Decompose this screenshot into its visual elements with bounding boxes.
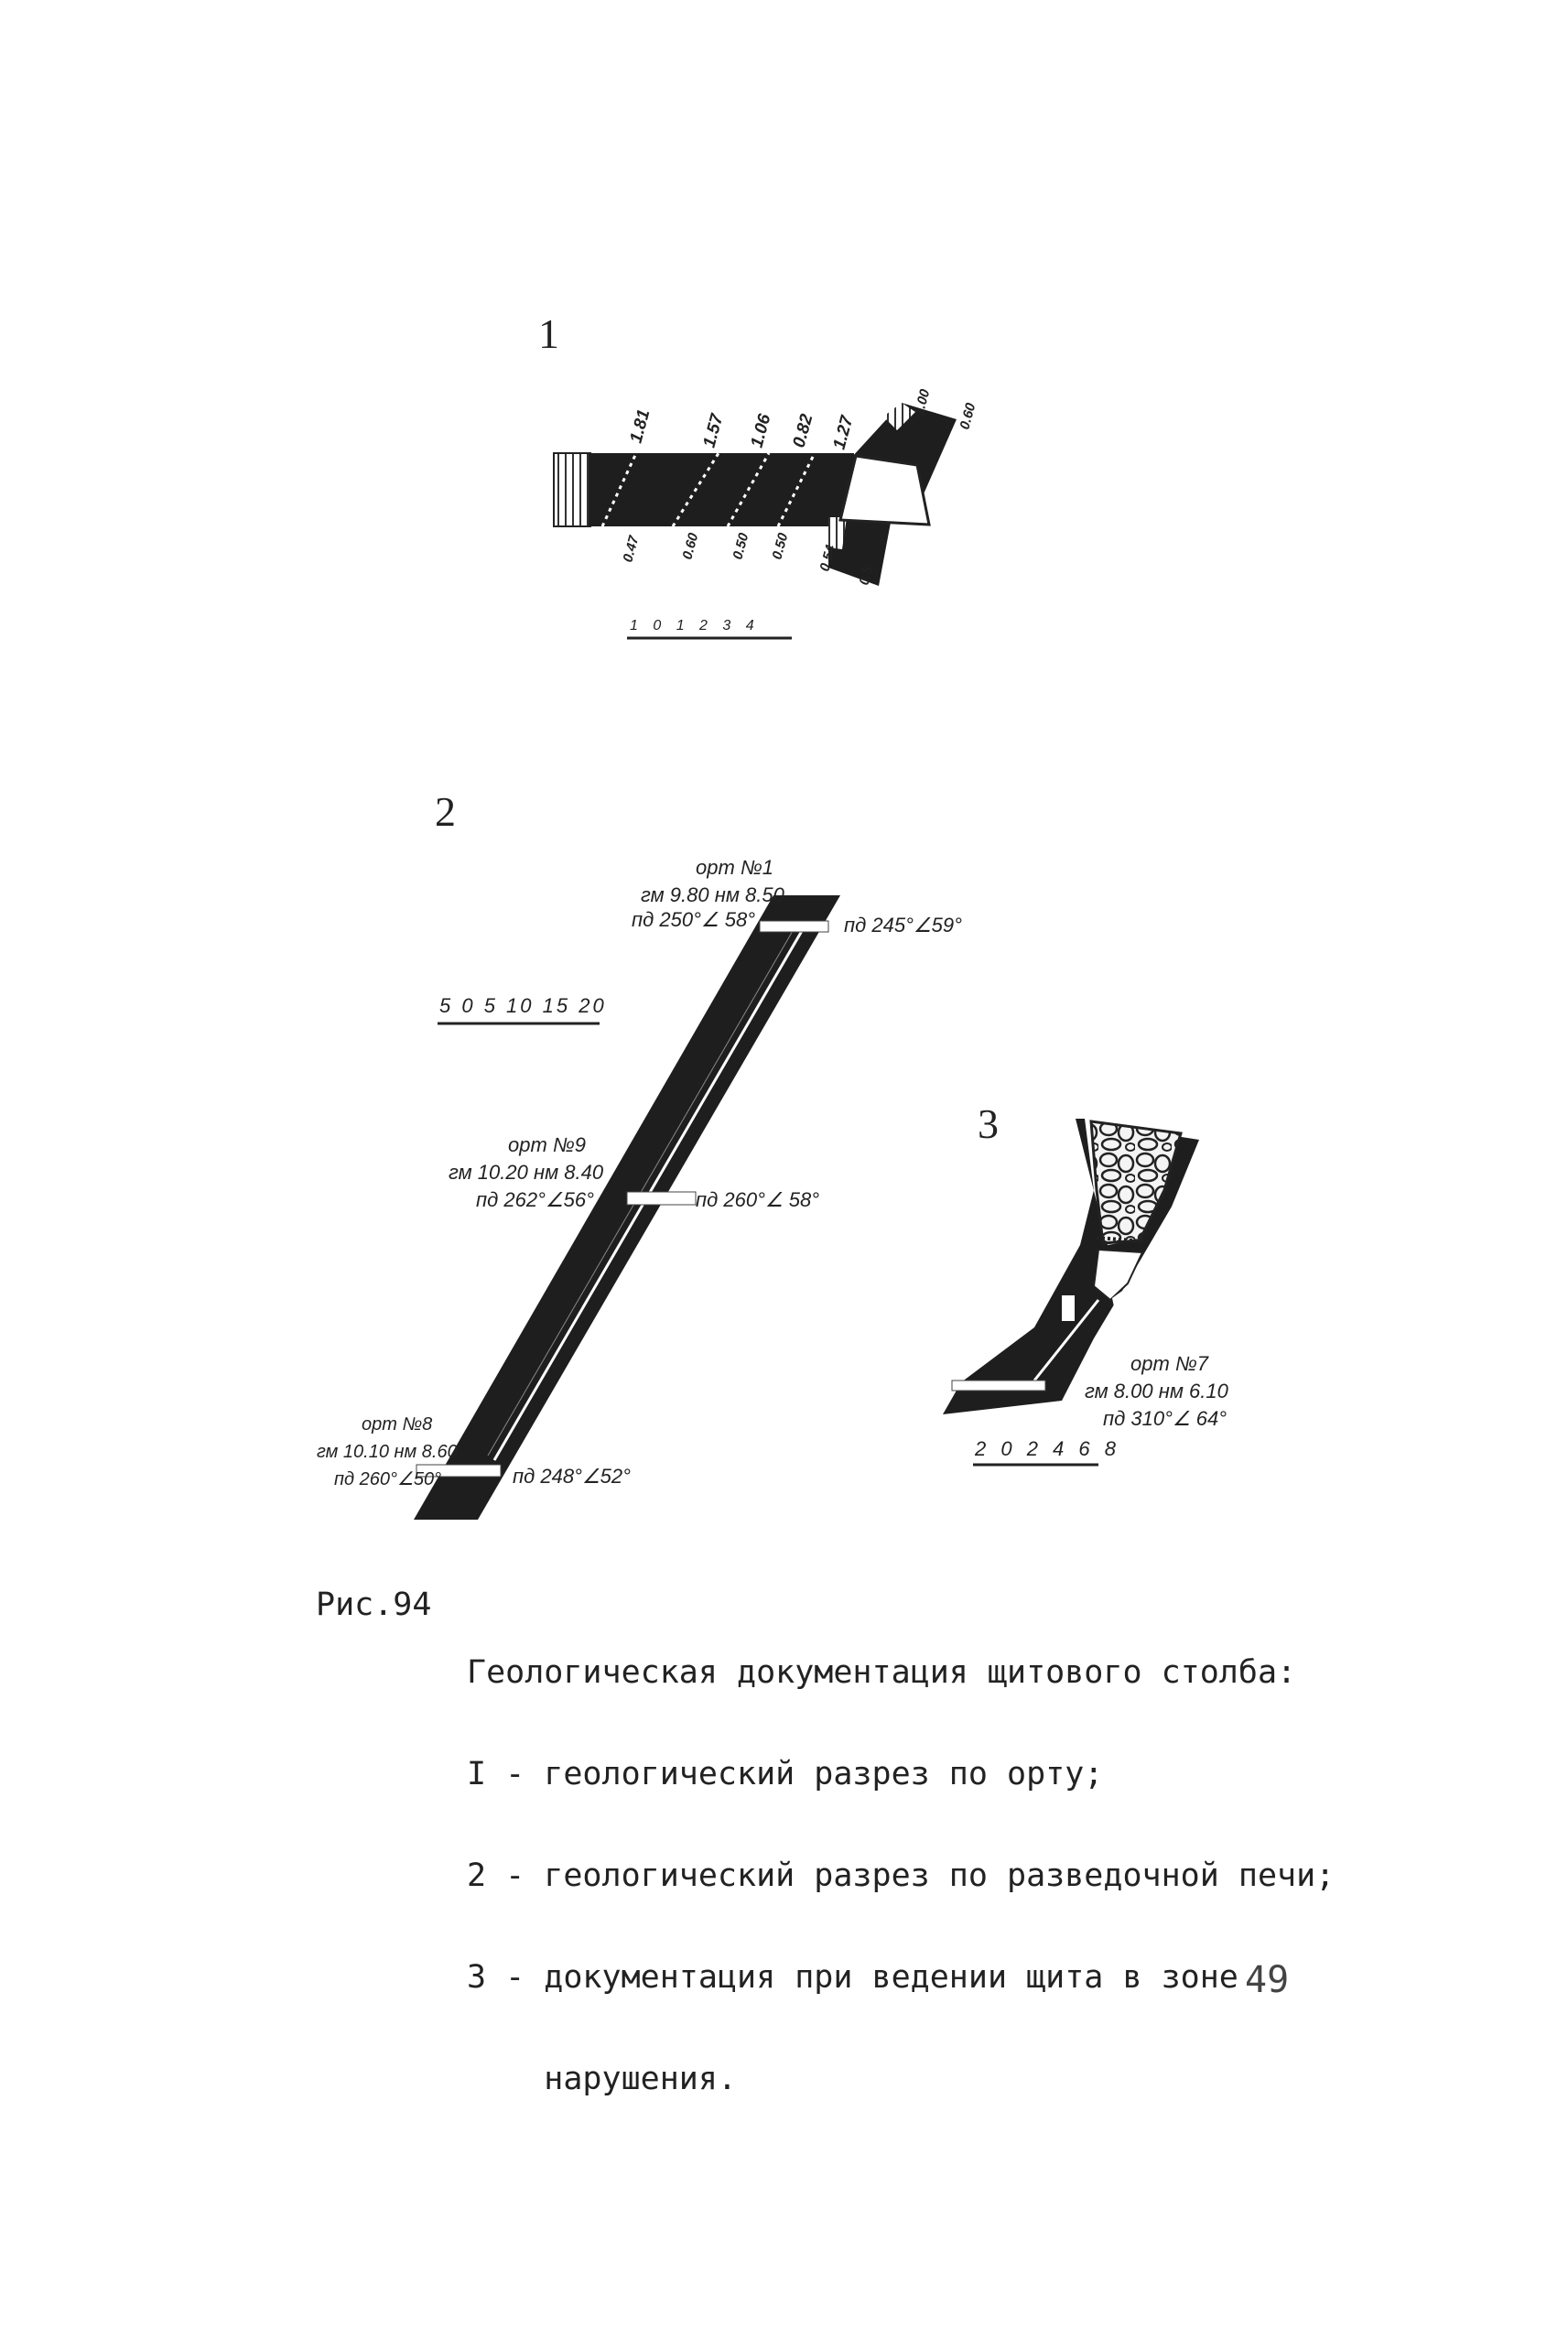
thickness-top-6: 1.00 <box>911 387 934 418</box>
ort-8-right-angle: пд 248°∠52° <box>513 1465 631 1488</box>
thickness-top-5: 1.27 <box>829 414 858 452</box>
page-number: 49 <box>1245 1959 1290 2001</box>
thickness-bottom-4: 0.50 <box>769 531 792 562</box>
ort-9-name: орт №9 <box>508 1133 586 1156</box>
caption-line-4: нарушения. <box>467 2061 738 2097</box>
thickness-bottom-5: 0.54 <box>816 543 839 574</box>
ort-7-angle: пд 310°∠ 64° <box>1103 1407 1227 1430</box>
ort-1-right-angle: пд 245°∠59° <box>844 914 962 937</box>
caption-line-1: I - геологический разрез по орту; <box>467 1756 1104 1792</box>
ort-8-angle: пд 260°∠50° <box>334 1469 442 1489</box>
chamber-outline <box>840 456 929 525</box>
ort-7-name: орт №7 <box>1130 1352 1208 1375</box>
ort-9-marks: гм 10.20 нм 8.40 <box>449 1161 604 1184</box>
ort-1-angle: пд 250°∠ 58° <box>632 908 755 931</box>
ort-section-band <box>589 453 854 526</box>
shield-outline <box>1094 1250 1142 1300</box>
figure-2-number: 2 <box>435 788 456 835</box>
thickness-bottom-3: 0.50 <box>730 531 752 562</box>
ort-1-name: орт №1 <box>696 856 773 879</box>
thickness-top-4: 0.82 <box>789 412 817 450</box>
figure-3 <box>943 1100 1229 1465</box>
ort-1-band <box>760 921 828 932</box>
ort-1-marks: гм 9.80 нм 8.50 <box>641 883 784 906</box>
figure-1-number: 1 <box>538 310 559 357</box>
caption-label: Рис.94 <box>316 1586 432 1623</box>
thickness-top-2: 1.57 <box>699 412 728 450</box>
scale-bar-2-label: 5 0 5 10 15 20 <box>439 994 607 1017</box>
thickness-bottom-2: 0.60 <box>679 531 702 562</box>
scale-bar-3-label: 2 0 2 4 6 8 <box>975 1437 1120 1460</box>
caption-lines <box>467 1588 1335 2164</box>
caption-line-title: Геологическая документация щитового столба: <box>467 1654 1297 1691</box>
caption-line-2: 2 - геологический разрез по разведочной печи; <box>467 1857 1336 1894</box>
ort-9-angle: пд 262°∠56° <box>476 1188 594 1211</box>
thickness-top-7: 0.60 <box>957 401 979 432</box>
ort-7-band <box>952 1381 1045 1391</box>
thickness-bottom-1: 0.47 <box>620 534 643 565</box>
ort-7-marks: гм 8.00 нм 6.10 <box>1085 1380 1228 1402</box>
scale-bar-1-label: 1 0 1 2 3 4 <box>630 618 760 633</box>
figure-1 <box>538 310 979 638</box>
thickness-top-3: 1.06 <box>747 412 775 450</box>
figure-2 <box>317 788 962 1520</box>
thickness-top-1: 1.81 <box>626 407 654 446</box>
ort-8-marks: гм 10.10 нм 8.60 <box>317 1442 458 1462</box>
ort-9-band <box>627 1192 696 1205</box>
caption-line-3: 3 - документация при ведении щита в зоне <box>467 1959 1238 1996</box>
drift-bar <box>1062 1295 1075 1321</box>
thickness-bottom-6: 0.5 <box>856 564 877 588</box>
figure-3-number: 3 <box>978 1100 999 1147</box>
ort-9-right-angle: пд 260°∠ 58° <box>696 1188 819 1211</box>
boulder-zone <box>1091 1121 1181 1243</box>
ort-8-name: орт №8 <box>362 1414 433 1435</box>
ort-face-hatch <box>554 453 590 526</box>
